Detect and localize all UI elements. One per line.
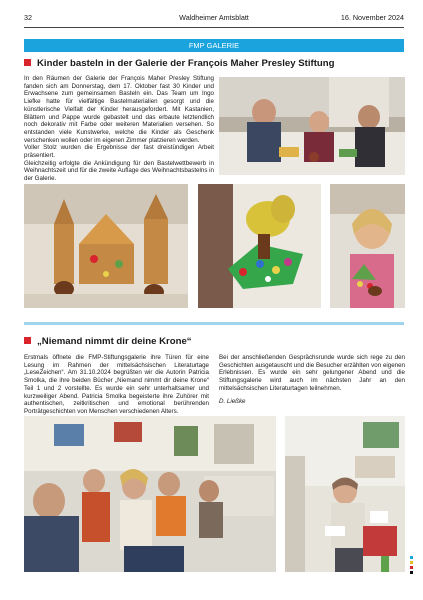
article1-title: Kinder basteln in der Galerie der François Maher Presley Stiftung [37, 58, 335, 69]
article2-title: „Niemand nimmt dir deine Krone“ [37, 336, 192, 347]
photo-reading-audience [24, 416, 276, 572]
photo-crafting-table [219, 77, 405, 175]
article2-column-1: Erstmals öffnete die FMP-Stiftungsgalerie ihre Türen für eine Lesung im Rahmen der mittelsächsischen Literaturtage „LeseZeichen“. Am 31.10.2024 begrüßten wir die Autorin Patricia Smolka, die ihre beiden Bücher „Niemand nimmt dir deine Krone“ Teil 1 und 2 vorstellte. Es wurde ein sehr unterhaltsamer und kurzweiliger Abend. Patricia Smolka begeisterte ihre Zuhörer mit authentischen, zeitkritischen und emotional berührenden Porträtgeschichten von Menschen verschiedenen Alters. [24, 354, 209, 415]
article1-paragraph-2: Voller Stolz wurden die Ergebnisse der fast dreistündigen Arbeit präsentiert. [24, 144, 214, 160]
photo-gingerbread-craft [24, 184, 188, 308]
article1-heading [24, 58, 335, 70]
article2-column-2: Bei der anschließenden Gesprächsrunde wurde sich rege zu den Geschichten ausgetauscht und die Besucher erzählten von eigenen Erlebnissen. Es wurde ein sehr gelungener Abend und die Stiftungsgalerie wird auch im nächsten Jahr an den mittelsächsischen Literaturtagen teilnehmen. [219, 354, 405, 392]
article2-author: D. Ließke [219, 398, 246, 405]
publication-name: Waldheimer Amtsblatt [179, 13, 249, 22]
article1-paragraph-3: Gleichzeitig erfolgte die Ankündigung für den Bastelwettbewerb in Weihnachtszeit und für die zweite Auflage des Weihnachtsbastelns in der Galerie. [24, 159, 214, 183]
article1-paragraph-1: In den Räumen der Galerie der François Maher Presley Stiftung fanden sich am Donnerstag, dem 17. Oktober fast 30 Kinder und Erwachsene zum gemeinsamen Basteln ein. Das Team um Ingo Liefke hatte für vielfältige Bastelmaterialien gesorgt und die künstlerische Vielfalt der Kinder herausgefordert. Mit Kastanien, Blättern und Pappe wurde gebastelt und das erbaute letztendlich noch dekorativ mit Farbe oder weiteren Materialien versehen. So entstanden viele Kunstwerke, welche die Kinder als Geschenk verschenken wollen oder im eigenen Zimmer platzieren werden. [24, 75, 214, 144]
page-number: 32 [24, 13, 32, 22]
red-bullet-icon [24, 59, 31, 66]
red-bullet-icon [24, 337, 31, 344]
section-divider [24, 322, 404, 325]
photo-girl-with-craft [330, 184, 405, 308]
header-rule [24, 27, 404, 28]
crop-mark-decoration [410, 556, 413, 574]
page-header [24, 13, 404, 25]
article2-heading [24, 336, 192, 348]
article1-body [24, 75, 214, 183]
section-banner: FMP GALERIE [24, 39, 404, 52]
photo-author-reading [285, 416, 405, 572]
issue-date: 16. November 2024 [340, 13, 404, 22]
photo-leaf-artwork [198, 184, 321, 308]
